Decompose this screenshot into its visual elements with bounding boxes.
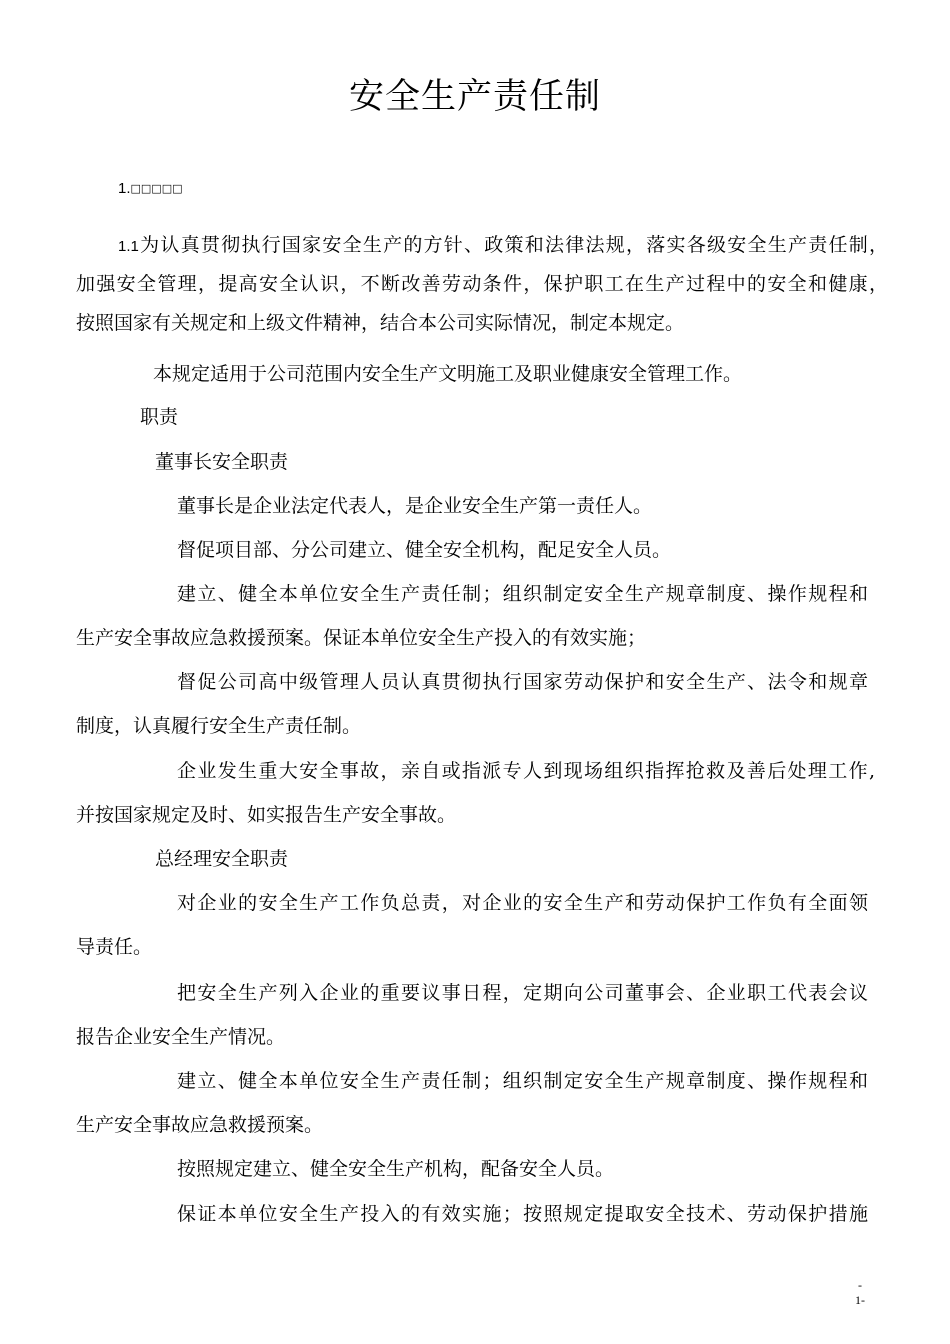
scope-paragraph: 本规定适用于公司范围内安全生产文明施工及职业健康安全管理工作。 xyxy=(153,363,743,385)
paragraph-1-1-line-2: 加强安全管理，提高安全认识，不断改善劳动条件，保护职工在生产过程中的安全和健康， xyxy=(76,273,888,295)
page-number xyxy=(838,1278,882,1308)
page-number-dash: - xyxy=(858,1278,862,1292)
general-manager-item-5-line-1: 保证本单位安全生产投入的有效实施；按照规定提取安全技术、劳动保护措施 xyxy=(177,1203,868,1225)
paragraph-1-1-line-3: 按照国家有关规定和上级文件精神，结合本公司实际情况，制定本规定。 xyxy=(76,312,685,334)
chairman-item-5-line-1: 企业发生重大安全事故，亲自或指派专人到现场组织指挥抢救及善后处理工作, xyxy=(177,760,875,782)
paragraph-number: 1.1 xyxy=(118,238,139,255)
paragraph-text: 为认真贯彻执行国家安全生产的方针、政策和法律法规，落实各级安全生产责任制， xyxy=(138,234,888,256)
general-manager-item-3-line-2: 生产安全事故应急救援预案。 xyxy=(76,1114,324,1136)
chairman-item-2: 督促项目部、分公司建立、健全安全机构，配足安全人员。 xyxy=(177,539,672,561)
chairman-heading: 董事长安全职责 xyxy=(155,451,289,473)
section-heading-1 xyxy=(118,173,182,203)
general-manager-item-4: 按照规定建立、健全安全生产机构，配备安全人员。 xyxy=(177,1158,615,1180)
chairman-item-5-line-2: 并按国家规定及时、如实报告生产安全事故。 xyxy=(76,804,457,826)
page-number-value: 1- xyxy=(855,1293,865,1307)
general-manager-item-1-line-1: 对企业的安全生产工作负总责，对企业的安全生产和劳动保护工作负有全面领 xyxy=(177,892,868,914)
general-manager-item-2-line-2: 报告企业安全生产情况。 xyxy=(76,1026,286,1048)
general-manager-heading: 总经理安全职责 xyxy=(155,848,289,870)
chairman-item-4-line-1: 督促公司高中级管理人员认真贯彻执行国家劳动保护和安全生产、法令和规章 xyxy=(177,671,868,693)
general-manager-item-2-line-1: 把安全生产列入企业的重要议事日程，定期向公司董事会、企业职工代表会议 xyxy=(177,982,868,1004)
chairman-item-3-line-1: 建立、健全本单位安全生产责任制；组织制定安全生产规章制度、操作规程和 xyxy=(177,583,868,605)
chairman-item-1: 董事长是企业法定代表人，是企业安全生产第一责任人。 xyxy=(177,495,653,517)
chairman-item-3-line-2: 生产安全事故应急救援预案。保证本单位安全生产投入的有效实施； xyxy=(76,627,647,649)
document-title: 安全生产责任制 xyxy=(348,77,601,117)
paragraph-1-1-line-1 xyxy=(118,231,888,261)
general-manager-item-3-line-1: 建立、健全本单位安全生产责任制；组织制定安全生产规章制度、操作规程和 xyxy=(177,1070,868,1092)
general-manager-item-1-line-2: 导责任。 xyxy=(76,936,153,958)
section-heading-text: □□□□□ xyxy=(130,182,183,195)
duties-heading: 职责 xyxy=(140,406,179,428)
chairman-item-4-line-2: 制度，认真履行安全生产责任制。 xyxy=(76,715,362,737)
section-number: 1. xyxy=(118,180,131,197)
